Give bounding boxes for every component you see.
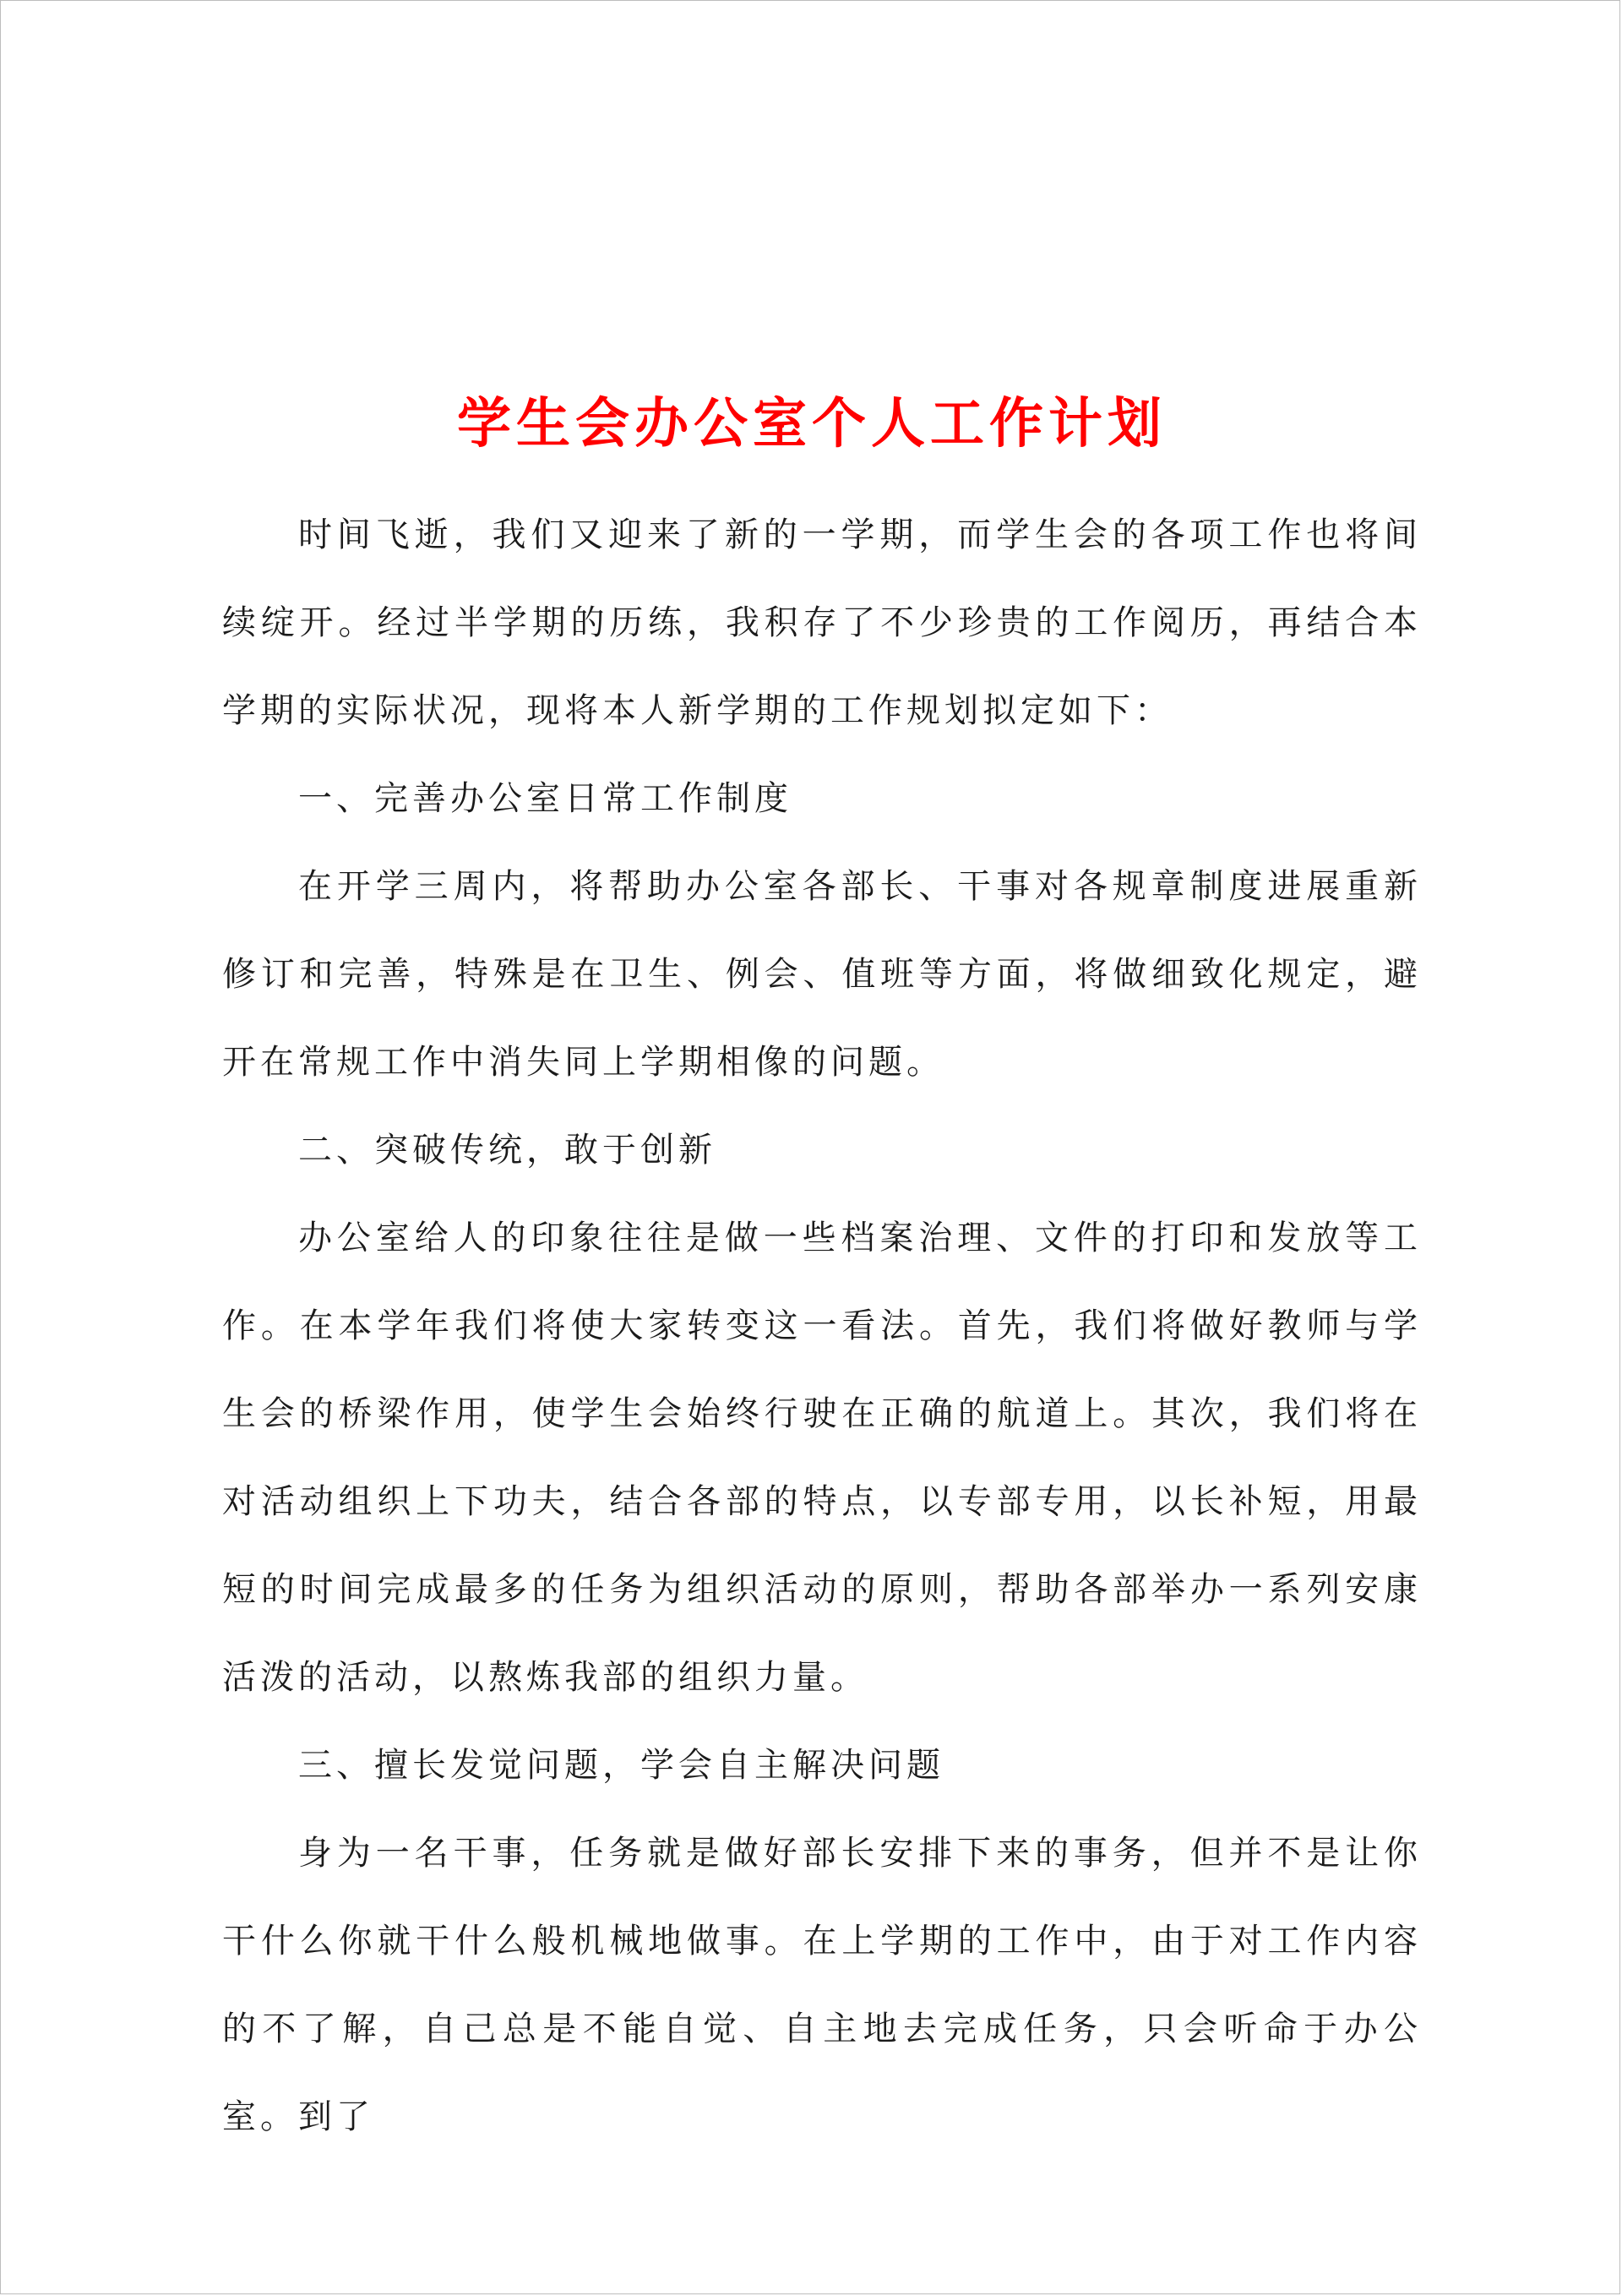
paragraph-intro: 时间飞逝，我们又迎来了新的一学期，而学生会的各项工作也将间续绽开。经过半学期的历练，我积存了不少珍贵的工作阅历，再结合本学期的实际状况，现将本人新学期的工作规划拟定如下：: [222, 515, 1422, 730]
section-heading-1: 一、完善办公室日常工作制度: [298, 779, 792, 818]
paragraph-section-3: 身为一名干事，任务就是做好部长安排下来的事务，但并不是让你干什么你就干什么般机械地做事。在上学期的工作中，由于对工作内容的不了解，自己总是不能自觉、自主地去完成任务，只会听命于办公室。到了: [222, 1834, 1422, 2136]
section-heading-2: 二、突破传统，敢于创新: [298, 1131, 716, 1170]
section-heading-3: 三、擅长发觉问题，学会自主解决问题: [298, 1746, 944, 1785]
paragraph-section-1: 在开学三周内，将帮助办公室各部长、干事对各规章制度进展重新修订和完善，特殊是在卫生、例会、值班等方面，将做细致化规定，避开在常规工作中消失同上学期相像的问题。: [222, 867, 1422, 1082]
paragraph-section-2: 办公室给人的印象往往是做一些档案治理、文件的打印和发放等工作。在本学年我们将使大家转变这一看法。首先，我们将做好教师与学生会的桥梁作用，使学生会始终行驶在正确的航道上。其次，我们将在对活动组织上下功夫，结合各部的特点，以专部专用，以长补短，用最短的时间完成最多的任务为组织活动的原则，帮助各部举办一系列安康活泼的活动，以熬炼我部的组织力量。: [222, 1219, 1422, 1697]
document-body: [222, 491, 1422, 2161]
document-title: 学生会办公室个人工作计划: [457, 391, 1167, 455]
